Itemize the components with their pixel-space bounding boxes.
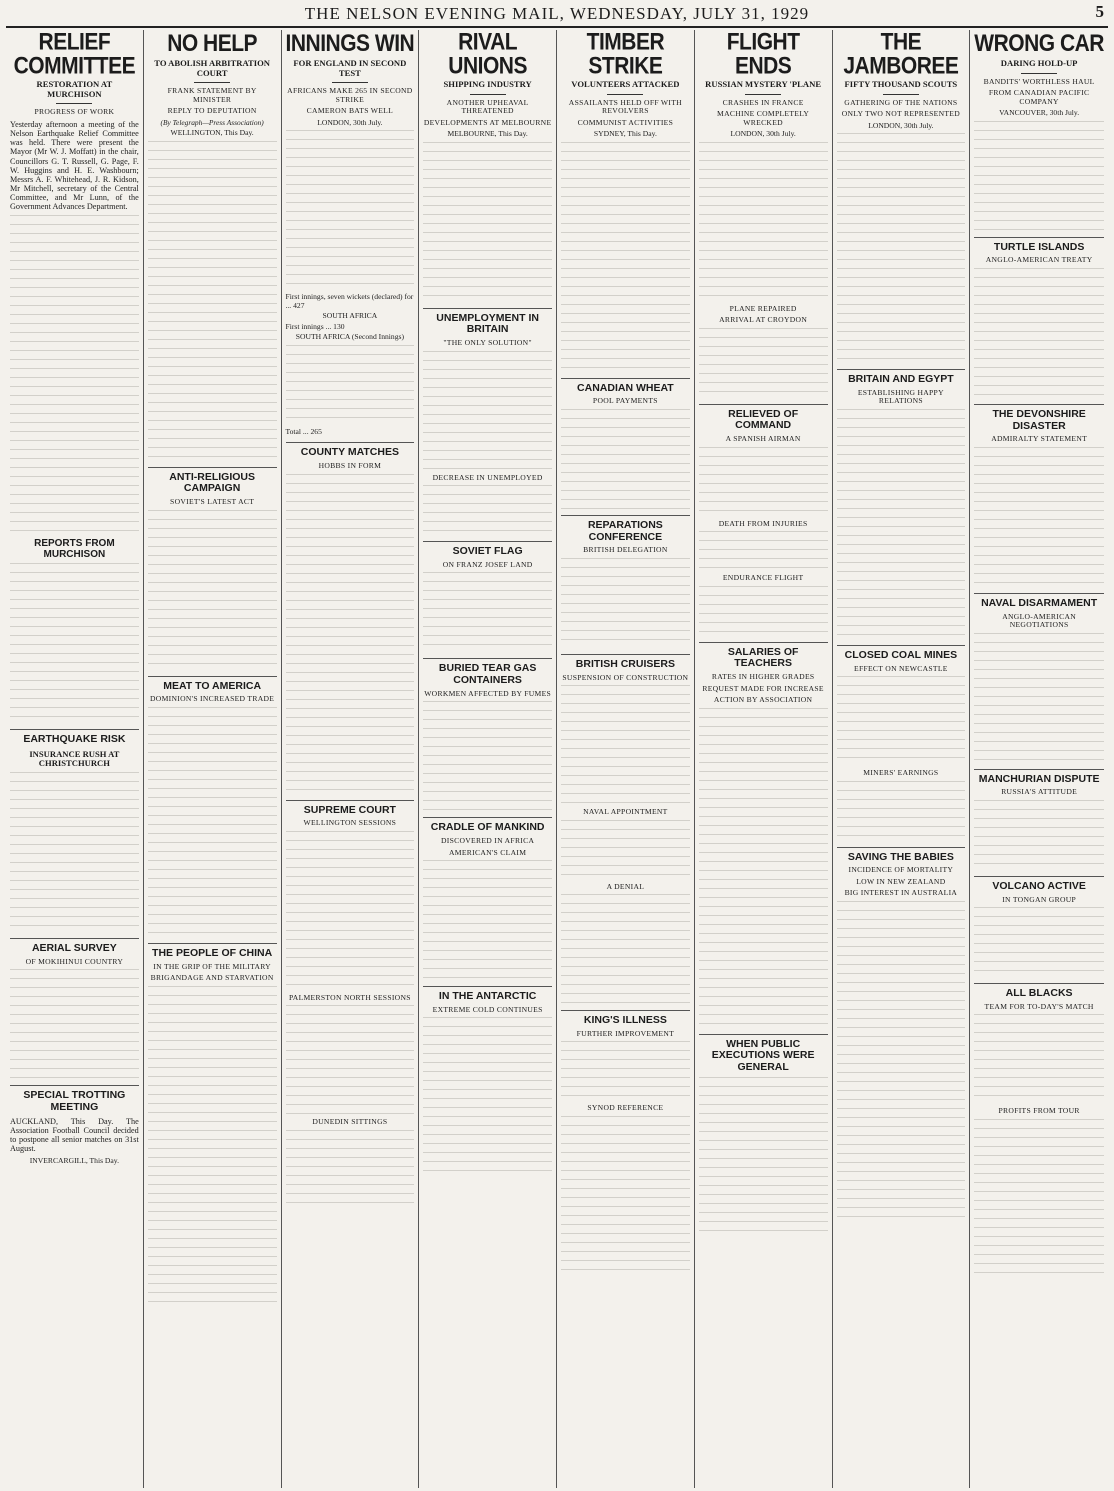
text-block xyxy=(10,215,139,535)
text-block xyxy=(286,1005,415,1115)
column-flight-ends xyxy=(695,30,833,1488)
article-body: Yesterday afternoon a meeting of the Nelson Earthquake Relief Committee was held. There were present the Mayor (Mr W. J. Moffatt) in the chair, Councillors G. T. Russell, G. Page, F. W. Huggins and H. E. Washbourn; Messrs A. F. Whitehead, J. R. Kidson, Mr Mitchell, secretary of the Central Committee, and Mr Lunn, of the Government Advances Department. xyxy=(10,119,139,212)
text-block xyxy=(699,328,828,398)
subheadline: TO ABOLISH ARBITRATION COURT xyxy=(154,58,270,78)
subheadline: RESTORATION AT MURCHISON xyxy=(36,79,113,99)
subheadline: DARING HOLD-UP xyxy=(1000,58,1078,68)
kicker: PALMERSTON NORTH SESSIONS xyxy=(288,992,411,1002)
text-block xyxy=(10,563,139,723)
text-block xyxy=(148,510,277,670)
subheadline: FOR ENGLAND IN SECOND TEST xyxy=(293,58,407,78)
text-block xyxy=(974,1014,1104,1104)
kicker: AFRICANS MAKE 265 IN SECOND STRIKE xyxy=(287,86,413,104)
section-heading: TURTLE ISLANDS xyxy=(974,237,1104,254)
kicker: WELLINGTON SESSIONS xyxy=(303,818,397,828)
headline: RIVAL UNIONS xyxy=(448,30,527,80)
divider xyxy=(470,94,506,95)
text-block xyxy=(837,781,966,841)
kicker: BRITISH DELEGATION xyxy=(583,545,668,555)
kicker: DUNEDIN SITTINGS xyxy=(312,1117,388,1127)
kicker: SUSPENSION OF CONSTRUCTION xyxy=(562,672,689,682)
section-heading: BRITAIN AND EGYPT xyxy=(837,369,966,386)
column-no-help xyxy=(144,30,282,1488)
subheadline: FIFTY THOUSAND SCOUTS xyxy=(844,79,958,89)
text-block xyxy=(699,1077,828,1237)
section-heading: BURIED TEAR GAS CONTAINERS xyxy=(423,658,552,687)
headline: WRONG CAR xyxy=(974,30,1104,57)
page-number: 5 xyxy=(1095,2,1104,21)
kicker: REQUEST MADE FOR INCREASE xyxy=(702,683,824,693)
section-heading: MEAT TO AMERICA xyxy=(148,676,277,693)
text-block xyxy=(423,701,552,811)
text-block xyxy=(286,130,415,290)
kicker: A DENIAL xyxy=(606,881,645,891)
kicker: PLANE REPAIRED xyxy=(729,303,797,313)
dateline: LONDON, 30th July. xyxy=(868,120,934,130)
column-rival-unions xyxy=(419,30,557,1488)
text-block xyxy=(423,351,552,471)
kicker: CRASHES IN FRANCE xyxy=(722,97,804,107)
text-block xyxy=(423,1017,552,1177)
section-heading: RELIEVED OF COMMAND xyxy=(699,404,828,433)
kicker: EXTREME COLD CONTINUES xyxy=(432,1004,543,1014)
text-block xyxy=(699,586,828,636)
kicker: AMERICAN'S CLAIM xyxy=(448,847,527,857)
dateline: LONDON, 30th July. xyxy=(730,129,796,139)
kicker: TEAM FOR TO-DAY'S MATCH xyxy=(984,1001,1094,1011)
section-heading: REPORTS FROM MURCHISON xyxy=(34,537,115,560)
newspaper-title: THE NELSON EVENING MAIL, WEDNESDAY, JULY 31, 1929 xyxy=(304,4,810,23)
kicker: A SPANISH AIRMAN xyxy=(725,434,801,444)
kicker: PROFITS FROM TOUR xyxy=(998,1106,1080,1116)
text-block xyxy=(837,901,966,1221)
text-block xyxy=(837,133,966,363)
headline: THE JAMBOREE xyxy=(843,30,959,80)
kicker: DEATH FROM INJURIES xyxy=(718,518,808,528)
text-block xyxy=(974,907,1104,977)
kicker: ANGLO-AMERICAN TREATY xyxy=(985,255,1093,265)
scorecard xyxy=(286,345,415,425)
section-heading: NAVAL DISARMAMENT xyxy=(974,593,1104,610)
text-block xyxy=(10,969,139,1079)
dateline: MELBOURNE, This Day. xyxy=(447,129,528,139)
text-block xyxy=(699,142,828,302)
divider xyxy=(56,103,92,104)
kicker: POOL PAYMENTS xyxy=(592,396,658,406)
dateline: LONDON, 30th July. xyxy=(317,117,383,127)
text-block xyxy=(974,121,1104,231)
text-block xyxy=(699,531,828,571)
team-label: SOUTH AFRICA xyxy=(322,311,378,321)
section-heading: KING'S ILLNESS xyxy=(561,1010,690,1027)
text-block xyxy=(974,268,1104,398)
text-block xyxy=(286,831,415,991)
section-heading: CANADIAN WHEAT xyxy=(561,378,690,395)
divider xyxy=(1021,73,1057,74)
divider xyxy=(883,94,919,95)
dateline: SYDNEY, This Day. xyxy=(593,129,657,139)
kicker: OF MOKIHINUI COUNTRY xyxy=(25,956,124,966)
dateline: INVERCARGILL, This Day. xyxy=(29,1155,119,1165)
divider xyxy=(194,82,230,83)
kicker: WORKMEN AFFECTED BY FUMES xyxy=(424,688,552,698)
score-line: First innings, seven wickets (declared) for ... 427 xyxy=(285,292,414,310)
kicker: BANDITS' WORTHLESS HAUL xyxy=(983,76,1095,86)
kicker: BRIGANDAGE AND STARVATION xyxy=(150,973,274,983)
section-heading: WHEN PUBLIC EXECUTIONS WERE GENERAL xyxy=(699,1034,828,1074)
headline: FLIGHT ENDS xyxy=(726,30,800,80)
kicker: IN TONGAN GROUP xyxy=(1002,894,1077,904)
section-heading: MANCHURIAN DISPUTE xyxy=(974,769,1104,786)
text-block xyxy=(423,572,552,652)
kicker: ADMIRALTY STATEMENT xyxy=(991,434,1088,444)
kicker: MINERS' EARNINGS xyxy=(863,768,939,778)
kicker: SYNOD REFERENCE xyxy=(587,1103,664,1113)
section-heading: EARTHQUAKE RISK xyxy=(10,729,139,746)
section-heading: REPARATIONS CONFERENCE xyxy=(561,515,690,544)
text-block xyxy=(286,1130,415,1210)
kicker: DEVELOPMENTS AT MELBOURNE xyxy=(423,117,552,127)
text-block xyxy=(699,708,828,1028)
score-line: First innings ... 130 xyxy=(285,321,345,331)
kicker: ESTABLISHING HAPPY RELATIONS xyxy=(857,387,944,406)
text-block xyxy=(699,447,828,517)
kicker: "THE ONLY SOLUTION" xyxy=(443,338,532,348)
kicker: HOBBS IN FORM xyxy=(318,461,382,470)
dateline: WELLINGTON, This Day. xyxy=(170,128,254,138)
text-block xyxy=(561,558,690,648)
divider xyxy=(745,94,781,95)
kicker: ENDURANCE FLIGHT xyxy=(722,573,804,583)
section-heading: SUPREME COURT xyxy=(286,800,415,817)
kicker: FRANK STATEMENT BY MINISTER xyxy=(167,86,257,104)
text-block xyxy=(561,409,690,509)
kicker: ANOTHER UPHEAVAL THREATENED xyxy=(446,97,529,116)
section-heading: VOLCANO ACTIVE xyxy=(974,876,1104,893)
text-block xyxy=(561,685,690,805)
news-columns xyxy=(6,30,1108,1488)
text-block xyxy=(974,447,1104,587)
headline: TIMBER STRIKE xyxy=(586,30,665,80)
text-block xyxy=(974,800,1104,870)
section-heading: ANTI-RELIGIOUS CAMPAIGN xyxy=(148,467,277,496)
section-heading: ALL BLACKS xyxy=(974,983,1104,1000)
section-heading: AERIAL SURVEY xyxy=(10,938,139,955)
masthead xyxy=(6,0,1108,28)
kicker: RATES IN HIGHER GRADES xyxy=(711,672,815,682)
headline: RELIEF COMMITTEE xyxy=(13,30,136,80)
text-block xyxy=(561,1116,690,1276)
article-body: AUCKLAND, This Day. The Association Football Council decided to postpone all senior matches on 31st August. xyxy=(10,1116,139,1154)
column-relief-committee xyxy=(6,30,144,1488)
text-block xyxy=(837,409,966,639)
kicker: IN THE GRIP OF THE MILITARY xyxy=(153,961,271,971)
text-block xyxy=(148,141,277,461)
kicker: RUSSIA'S ATTITUDE xyxy=(1001,787,1078,797)
text-block xyxy=(423,485,552,535)
column-timber-strike xyxy=(557,30,695,1488)
section-heading: CRADLE OF MANKIND xyxy=(423,817,552,834)
divider xyxy=(607,94,643,95)
divider xyxy=(332,82,368,83)
section-heading: SALARIES OF TEACHERS xyxy=(699,642,828,671)
kicker: BIG INTEREST IN AUSTRALIA xyxy=(844,888,958,898)
kicker: LOW IN NEW ZEALAND xyxy=(856,876,946,886)
section-heading: SOVIET FLAG xyxy=(423,541,552,558)
kicker: ACTION BY ASSOCIATION xyxy=(713,695,813,705)
section-heading: BRITISH CRUISERS xyxy=(561,654,690,671)
section-heading: IN THE ANTARCTIC xyxy=(423,986,552,1003)
section-heading: CLOSED COAL MINES xyxy=(837,645,966,662)
dateline: VANCOUVER, 30th July. xyxy=(999,108,1080,118)
kicker: INCIDENCE OF MORTALITY xyxy=(848,865,954,875)
kicker: SOVIET'S LATEST ACT xyxy=(170,497,255,507)
subheadline: INSURANCE RUSH AT CHRISTCHURCH xyxy=(29,748,120,769)
subheadline: VOLUNTEERS ATTACKED xyxy=(571,79,680,89)
kicker: GATHERING OF THE NATIONS xyxy=(844,97,958,107)
column-jamboree xyxy=(833,30,971,1488)
column-wrong-car xyxy=(970,30,1108,1488)
kicker: ARRIVAL AT CROYDON xyxy=(719,315,808,325)
kicker: DOMINION'S INCREASED TRADE xyxy=(150,694,275,704)
kicker: NAVAL APPOINTMENT xyxy=(583,807,668,817)
kicker: PROGRESS OF WORK xyxy=(34,107,115,117)
kicker: EFFECT ON NEWCASTLE xyxy=(854,663,948,673)
text-block xyxy=(974,633,1104,763)
subheadline: RUSSIAN MYSTERY 'PLANE xyxy=(705,79,822,89)
subheadline: SHIPPING INDUSTRY xyxy=(443,79,532,89)
text-block xyxy=(561,820,690,880)
kicker: FROM CANADIAN PACIFIC COMPANY xyxy=(988,88,1090,106)
kicker: COMMUNIST ACTIVITIES xyxy=(577,117,674,127)
text-block xyxy=(148,986,277,1306)
kicker: ANGLO-AMERICAN NEGOTIATIONS xyxy=(1002,611,1077,630)
text-block xyxy=(974,1119,1104,1279)
score-total: Total ... 265 xyxy=(285,426,322,436)
kicker: ASSAILANTS HELD OFF WITH REVOLVERS xyxy=(568,97,682,116)
wire-credit: (By Telegraph—Press Association) xyxy=(160,117,264,127)
section-heading: THE DEVONSHIRE DISASTER xyxy=(974,404,1104,433)
text-block xyxy=(423,142,552,302)
kicker: ONLY TWO NOT REPRESENTED xyxy=(841,109,961,119)
text-block xyxy=(286,474,415,794)
text-block xyxy=(561,142,690,372)
kicker: DECREASE IN UNEMPLOYED xyxy=(432,472,543,482)
kicker: FURTHER IMPROVEMENT xyxy=(576,1028,675,1038)
team-label: SOUTH AFRICA (Second Innings) xyxy=(295,332,404,342)
text-block xyxy=(561,1041,690,1101)
section-heading: UNEMPLOYMENT IN BRITAIN xyxy=(423,308,552,337)
text-block xyxy=(561,894,690,1004)
text-block xyxy=(10,772,139,932)
section-heading: SAVING THE BABIES xyxy=(837,847,966,864)
kicker: ON FRANZ JOSEF LAND xyxy=(442,559,533,569)
kicker: REPLY TO DEPUTATION xyxy=(167,106,257,116)
kicker: CAMERON BATS WELL xyxy=(306,106,394,116)
kicker: DISCOVERED IN AFRICA xyxy=(440,836,535,846)
headline: NO HELP xyxy=(167,30,258,57)
text-block xyxy=(423,860,552,980)
text-block xyxy=(837,676,966,766)
kicker: MACHINE COMPLETELY WRECKED xyxy=(717,109,810,127)
headline: INNINGS WIN xyxy=(285,30,415,57)
column-innings-win xyxy=(282,30,420,1488)
text-block xyxy=(148,707,277,937)
section-heading: THE PEOPLE OF CHINA xyxy=(148,943,277,960)
section-heading: COUNTY MATCHES xyxy=(286,442,415,459)
section-heading: SPECIAL TROTTING MEETING xyxy=(10,1085,139,1114)
